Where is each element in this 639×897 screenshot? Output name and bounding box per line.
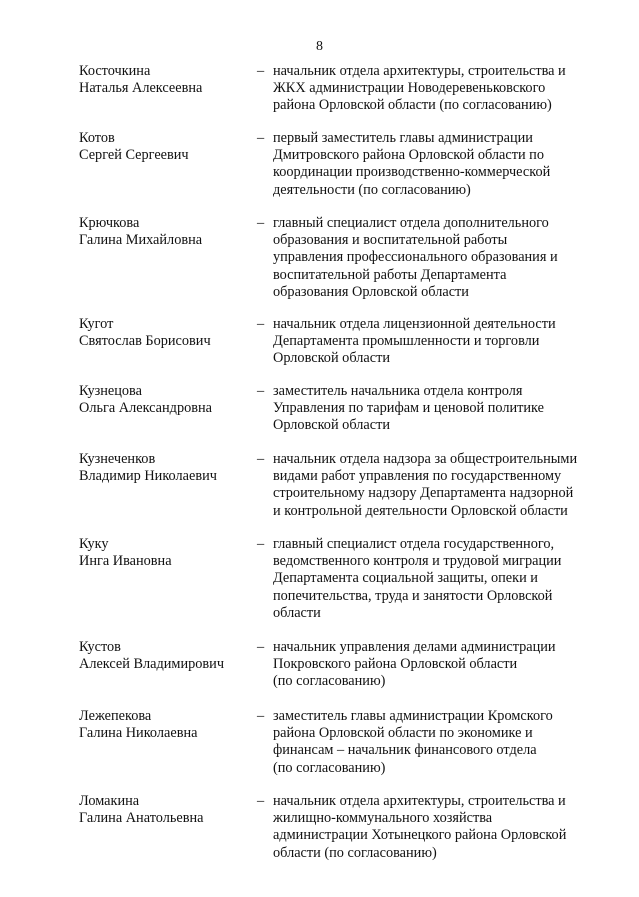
position-line: координации производственно-коммерческой [273,164,551,181]
dash-separator: – [257,639,265,655]
position-line: Управления по тарифам и ценовой политике [273,400,544,417]
given-name: Инга Ивановна [79,553,172,570]
position-line: Орловской области [273,350,390,367]
position-line: финансам – начальник финансового отдела [273,742,537,759]
dash-separator: – [257,316,265,332]
surname: Лежепекова [79,708,152,724]
position-line: попечительства, труда и занятости Орловской [273,587,553,604]
position-line: области [273,604,321,621]
person-name [79,63,254,97]
position-line: начальник отдела лицензионной деятельности [273,316,556,332]
given-name: Галина Анатольевна [79,810,204,827]
position-line: района Орловской области (по согласованию) [273,97,552,114]
person-name [79,451,254,485]
dash-separator: – [257,63,265,79]
position-line: (по согласованию) [273,759,386,776]
page-number: 8 [316,39,323,54]
position-line: заместитель главы администрации Кромского [273,708,553,724]
given-name: Алексей Владимирович [79,656,225,673]
position-line: воспитательной работы Департамента [273,266,507,283]
position-line: начальник отдела надзора за общестроительными [273,451,578,467]
position-line: деятельности (по согласованию) [273,181,471,198]
position-line: района Орловской области по экономике и [273,725,533,742]
dash-separator: – [257,215,265,231]
position-line: (по согласованию) [273,673,386,690]
person-name [79,536,254,570]
given-name: Галина Николаевна [79,725,198,742]
position-line: образования Орловской области [273,283,469,300]
position-description [273,536,603,622]
position-description [273,639,603,691]
position-line: главный специалист отдела государственного, [273,536,555,552]
person-name [79,130,254,164]
given-name: Владимир Николаевич [79,468,217,485]
position-description [273,130,603,199]
person-name [79,708,254,742]
position-description [273,215,603,301]
person-name [79,383,254,417]
given-name: Наталья Алексеевна [79,80,203,97]
position-line: начальник отдела архитектуры, строительства и [273,63,566,79]
position-description [273,63,603,115]
position-description [273,316,603,368]
position-line: строительному надзору Департамента надзорной [273,485,574,502]
position-description [273,708,603,777]
position-description [273,451,603,520]
position-line: образования и воспитательной работы [273,232,508,249]
position-line: администрации Хотынецкого района Орловской [273,827,567,844]
surname: Кустов [79,639,121,655]
position-line: ЖКХ администрации Новодеревеньковского [273,80,546,97]
given-name: Сергей Сергеевич [79,147,189,164]
given-name: Святослав Борисович [79,333,211,350]
surname: Кузнецова [79,383,142,399]
dash-separator: – [257,708,265,724]
given-name: Ольга Александровна [79,400,212,417]
surname: Крючкова [79,215,140,231]
position-line: первый заместитель главы администрации [273,130,533,146]
position-description [273,793,603,862]
surname: Кузнеченков [79,451,156,467]
position-line: главный специалист отдела дополнительного [273,215,549,231]
position-line: Департамента социальной защиты, опеки и [273,570,538,587]
person-name [79,215,254,249]
position-line: Департамента промышленности и торговли [273,333,540,350]
position-line: Орловской области [273,417,390,434]
position-line: и контрольной деятельности Орловской области [273,502,568,519]
position-line: заместитель начальника отдела контроля [273,383,523,399]
dash-separator: – [257,536,265,552]
person-name [79,316,254,350]
position-description [273,383,603,435]
position-line: ведомственного контроля и трудовой миграции [273,553,562,570]
position-line: жилищно-коммунального хозяйства [273,810,493,827]
position-line: начальник отдела архитектуры, строительства и [273,793,566,809]
surname: Ломакина [79,793,140,809]
person-name [79,639,254,673]
surname: Кугот [79,316,114,332]
position-line: управления профессионального образования и [273,249,558,266]
surname: Куку [79,536,109,552]
dash-separator: – [257,451,265,467]
position-line: области (по согласованию) [273,844,437,861]
dash-separator: – [257,793,265,809]
surname: Косточкина [79,63,151,79]
given-name: Галина Михайловна [79,232,203,249]
dash-separator: – [257,130,265,146]
dash-separator: – [257,383,265,399]
position-line: начальник управления делами администрации [273,639,556,655]
surname: Котов [79,130,115,146]
position-line: видами работ управления по государственному [273,468,562,485]
person-name [79,793,254,827]
position-line: Покровского района Орловской области [273,656,518,673]
position-line: Дмитровского района Орловской области по [273,147,544,164]
